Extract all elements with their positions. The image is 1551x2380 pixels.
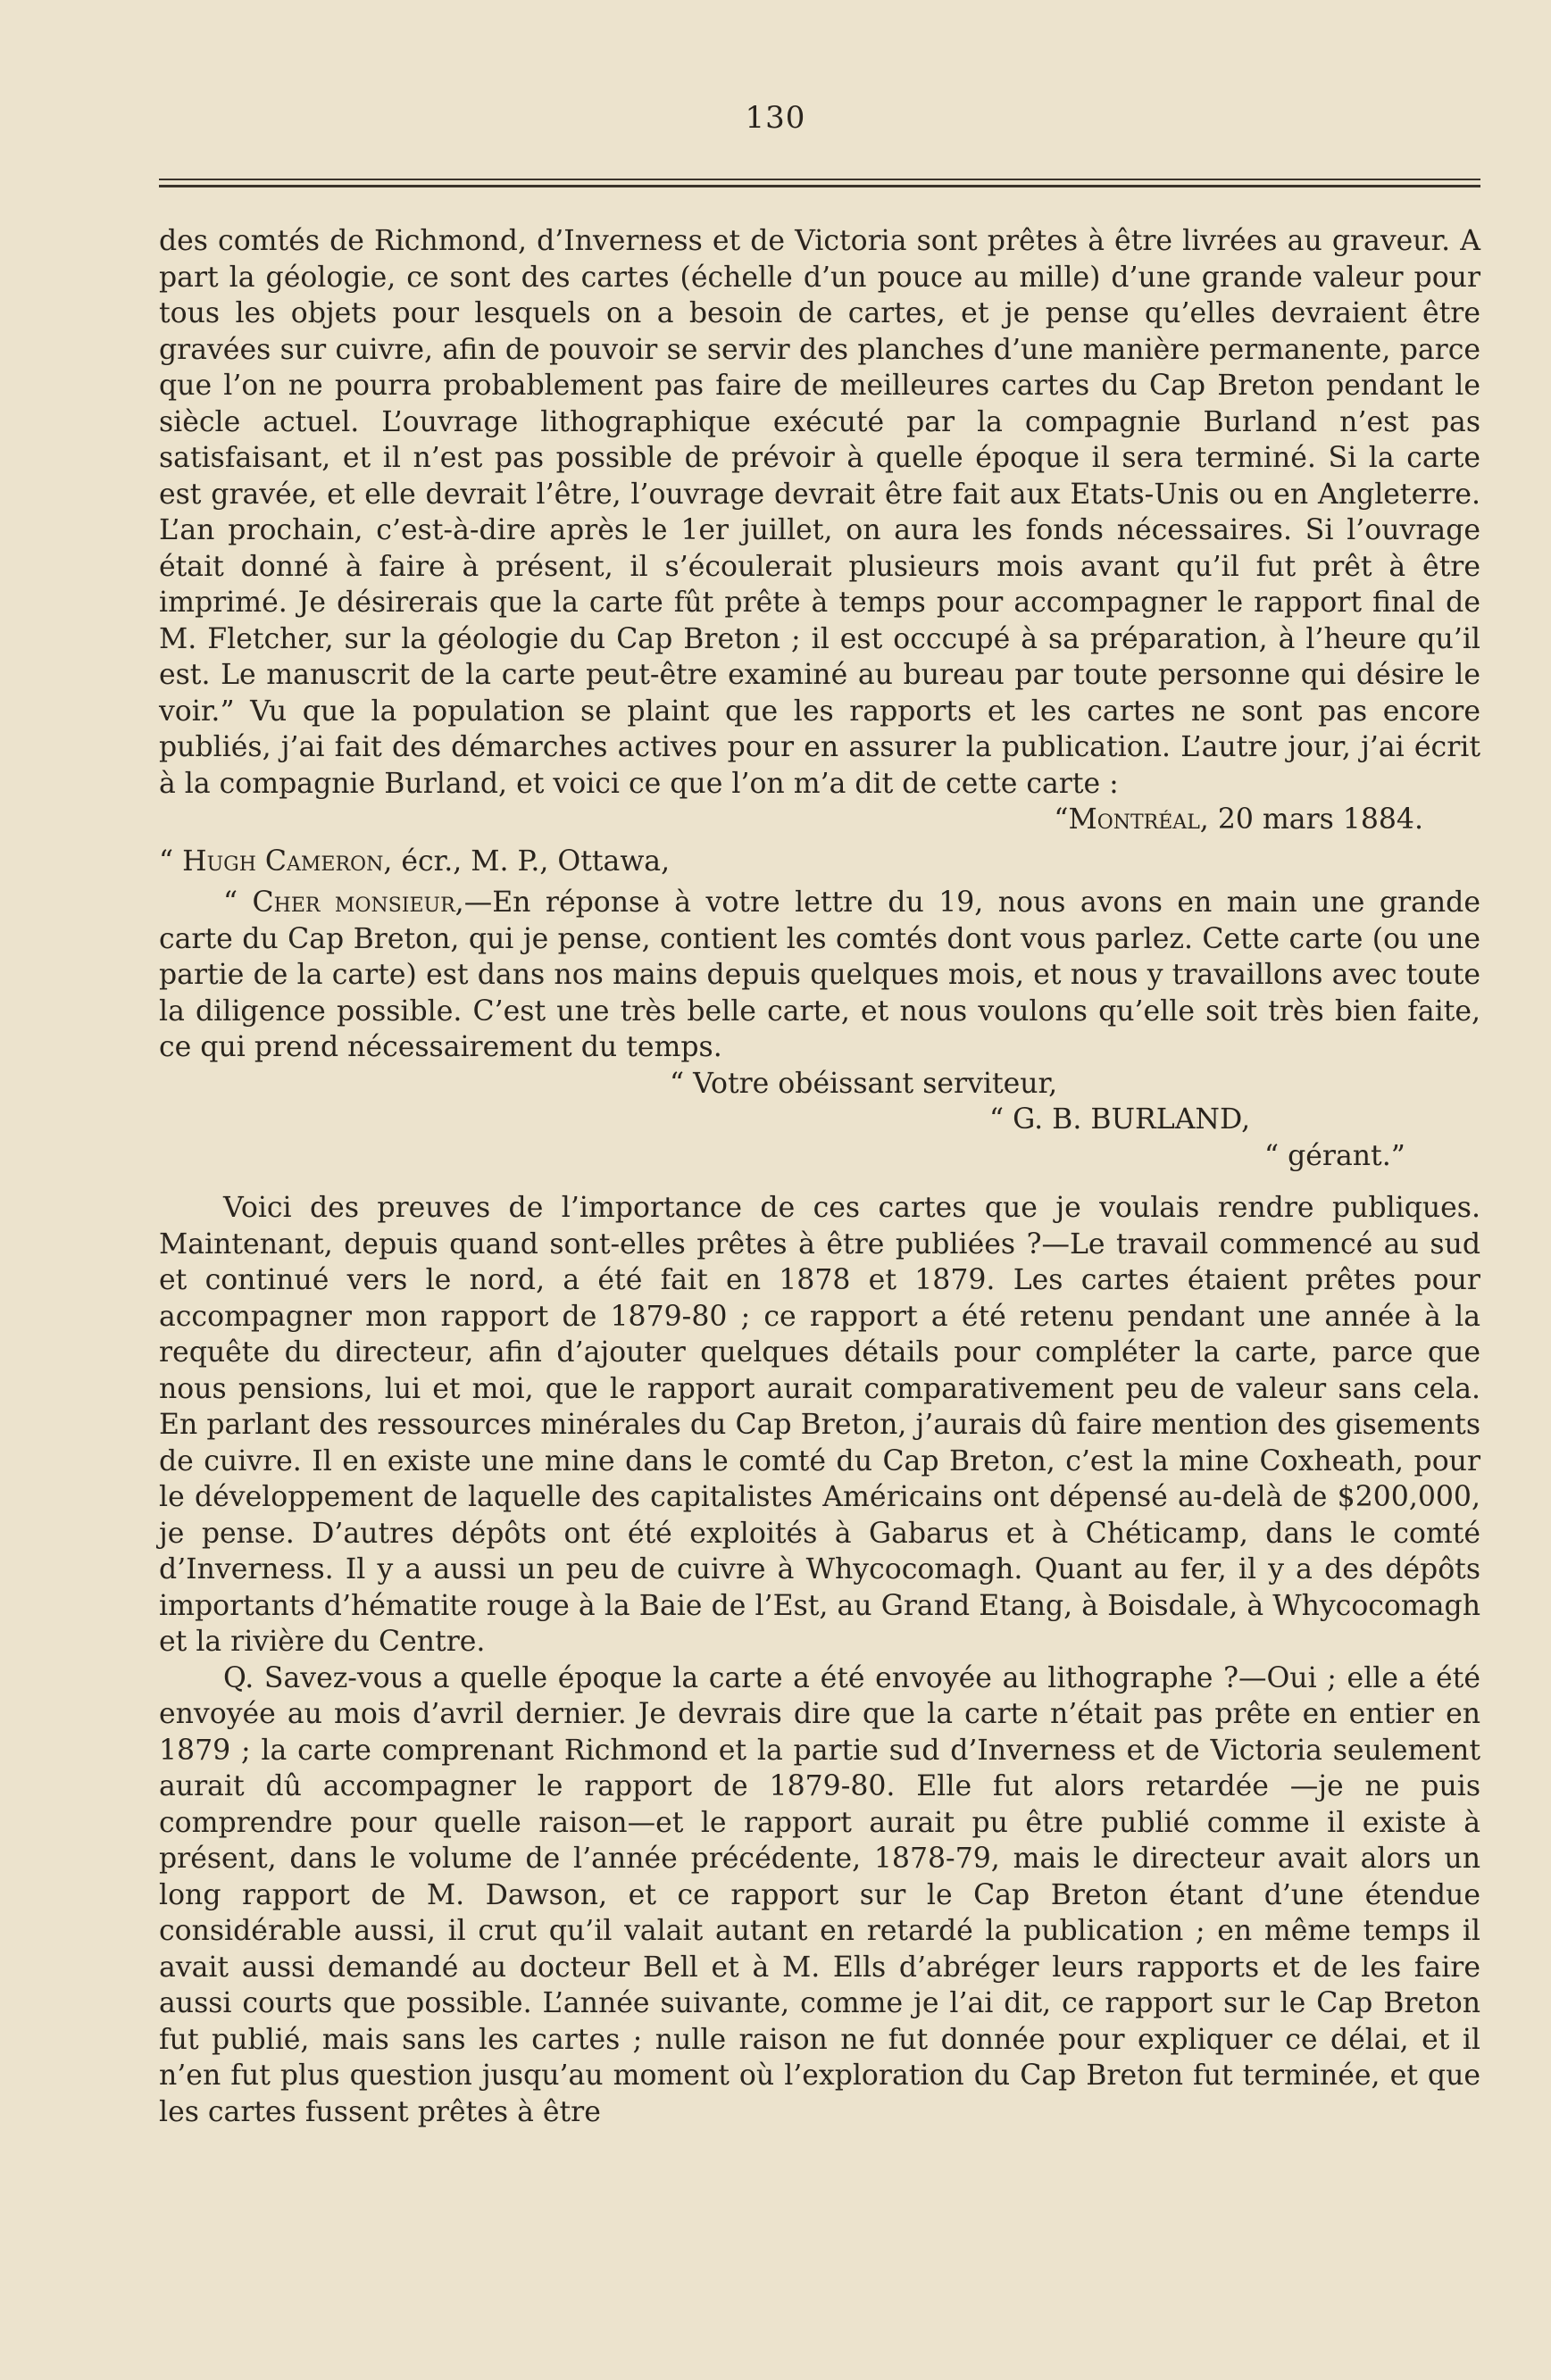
letter-addressee [159, 844, 1480, 880]
letter-signature-title: “ gérant.” [1264, 1139, 1405, 1172]
dateline-date: 20 mars 1884. [1208, 803, 1423, 836]
letter-body-text: —En réponse à votre lettre du 19, nous avons en main une grande carte du Cap Breton, qui je pense, contient les comtés dont vous parlez. Cette carte (ou une partie de la carte) est dans nos mains depuis quelques mois, et nous y travaillons avec toute la diligence possible. C’est une très belle carte, et nous voulons qu’elle soit très bien faite, ce qui prend nécessairement du temps. [159, 886, 1480, 1063]
paragraph-question: Q. Savez-vous a quelle époque la carte a été envoyée au lithographe ?—Oui ; elle a été envoyée au mois d’avril dernier. Je devrais dire que la carte n’était pas prête en entier en 1879 ; la carte comprenant Richmond et la partie sud d’Inverness et de Victoria seulement aurait dû accompagner le rapport de 1879-80. Elle fut alors retardée —je ne puis comprendre pour quelle raison—et le rapport aurait pu être publié comme il existe à présent, dans le volume de l’année précédente, 1878-79, mais le directeur avait alors un long rapport de M. Dawson, et ce rapport sur le Cap Breton étant d’une étendue considérable aussi, il crut qu’il valait autant en retardé la publication ; en même temps il avait aussi demandé au docteur Bell et à M. Ells d’abréger leurs rapports et de les faire aussi courts que possible. L’année suivante, comme je l’ai dit, ce rapport sur le Cap Breton fut publié, mais sans les cartes ; nulle raison ne fut donnée pour expliquer ce délai, et il n’en fut plus question jusqu’au moment où l’exploration du Cap Breton fut terminée, et que les cartes fussent prêtes à être [159, 1661, 1480, 2128]
paragraph-continuation: des comtés de Richmond, d’Inverness et de Victoria sont prêtes à être livrées au graveur. A part la géologie, ce sont des cartes (échelle d’un pouce au mille) d’une grande valeur pour tous les objets pour lesquels on a besoin de cartes, et je pense qu’elles devraient être gravées sur cuivre, afin de pouvoir se servir des planches d’une manière permanente, parce que l’on ne pourra probablement pas faire de meilleures cartes du Cap Breton pendant le siècle actuel. L’ouvrage lithographique exécuté par la compagnie Burland n’est pas satisfaisant, et il n’est pas possible de prévoir à quelle époque il sera terminé. Si la carte est gravée, et elle devrait l’être, l’ouvrage devrait être fait aux Etats-Unis ou en Angleterre. L’an prochain, c’est-à-dire après le 1er juillet, on aura les fonds nécessaires. Si l’ouvrage était donné à faire à présent, il s’écoulerait plusieurs mois avant qu’il fut prêt à être imprimé. Je désirerais que la carte fût prête à temps pour accompagner le rapport final de M. Fletcher, sur la géologie du Cap Breton ; il est occcupé à sa préparation, à l’heure qu’il est. Le manuscrit de la carte peut-être examiné au bureau par toute personne qui désire le voir.” Vu que la population se plaint que les rapports et les cartes ne sont pas encore publiés, j’ai fait des démarches actives pour en assurer la publication. L’autre jour, j’ai écrit à la compagnie Burland, et voici ce que l’on m’a dit de cette carte : [159, 225, 1480, 800]
letter-salutation: “ Cher monsieur, [223, 886, 464, 919]
body-text [159, 223, 1480, 2130]
header-rule-thin [159, 179, 1480, 180]
letter-dateline [159, 802, 1480, 838]
letter-body [159, 885, 1480, 1066]
header-rule-thick [159, 185, 1480, 187]
addressee-name: “ Hugh Cameron, [159, 845, 393, 878]
page-number: 130 [745, 100, 806, 136]
dateline-place: “Montréal, [1054, 803, 1209, 836]
addressee-rest: écr., M. P., Ottawa, [392, 845, 671, 878]
paragraph-evidence: Voici des preuves de l’importance de ces cartes que je voulais rendre publiques. Maintenant, depuis quand sont-elles prêtes à être publiées ?—Le travail commencé au sud et continué vers le nord, a été fait en 1878 et 1879. Les cartes étaient prêtes pour accompagner mon rapport de 1879-80 ; ce rapport a été retenu pendant une année à la requête du directeur, afin d’ajouter quelques détails pour compléter la carte, parce que nous pensions, lui et moi, que le rapport aurait comparativement peu de valeur sans cela. En parlant des ressources minérales du Cap Breton, j’aurais dû faire mention des gisements de cuivre. Il en existe une mine dans le comté du Cap Breton, c’est la mine Coxheath, pour le développement de laquelle des capitalistes Américains ont dépensé au-delà de $200,000, je pense. D’autres dépôts ont été exploités à Gabarus et à Chéticamp, dans le comté d’Inverness. Il y a aussi un peu de cuivre à Whycocomagh. Quant au fer, il y a des dépôts importants d’hématite rouge à la Baie de l’Est, au Grand Etang, à Boisdale, à Whycocomagh et la rivière du Centre. [159, 1192, 1480, 1658]
letter-signature: “ G. B. BURLAND, [989, 1103, 1251, 1136]
letter-closing: “ Votre obéissant serviteur, [670, 1067, 1058, 1100]
